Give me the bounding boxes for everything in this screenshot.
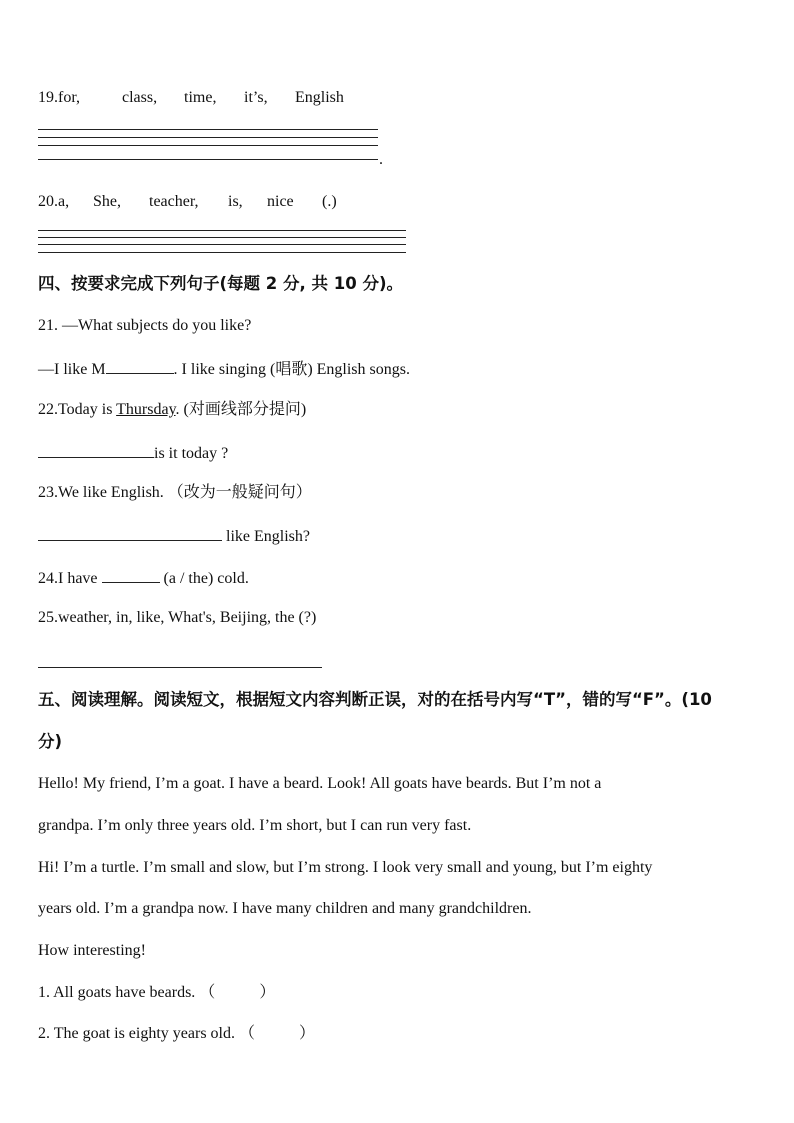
passage-line-2: grandpa. I’m only three years old. I’m short, but I can run very fast.	[38, 817, 472, 834]
q23-answer-line	[38, 525, 310, 547]
q20-answer-line-4[interactable]	[38, 252, 406, 253]
q24-blank[interactable]	[102, 567, 160, 583]
q22-suffix: . (对画线部分提问)	[175, 401, 307, 418]
passage-line-3: Hi! I’m a turtle. I’m small and slow, but I’m strong. I look very small and young, but I’m eighty	[38, 859, 653, 876]
q20-answer-line-2[interactable]	[38, 237, 406, 238]
q20-word-1: a,	[58, 193, 70, 210]
q22-answer-suffix: is it today ?	[154, 445, 229, 462]
reading-question-2-text: 2. The goat is eighty years old. （	[38, 1025, 256, 1042]
q20-words	[38, 192, 337, 212]
q19-answer-line-3[interactable]	[38, 145, 378, 146]
q19-answer-line-2[interactable]	[38, 137, 378, 138]
passage-line-1: Hello! My friend, I’m a goat. I have a beard. Look! All goats have beards. But I’m not a	[38, 775, 602, 792]
q21-answer-line	[38, 358, 410, 380]
section4-title: 四、按要求完成下列句子(每题 2 分, 共 10 分)。	[38, 274, 404, 293]
q19-word-5: English	[295, 89, 344, 106]
reading-question-2	[38, 1024, 315, 1044]
q20-number: 20.	[38, 193, 58, 210]
q20-word-3: teacher,	[149, 193, 199, 210]
reading-question-1-close: ）	[259, 984, 276, 1001]
reading-question-1	[38, 983, 275, 1003]
q21-blank[interactable]	[106, 358, 174, 374]
q22-underlined-word: Thursday	[116, 401, 176, 418]
passage-line-4: years old. I’m a grandpa now. I have many children and many grandchildren.	[38, 900, 532, 917]
q22-question	[38, 400, 306, 420]
passage-line-5: How interesting!	[38, 942, 146, 959]
q19-word-2: class,	[122, 89, 158, 106]
q19-end-mark: .	[379, 151, 383, 168]
q24-suffix: (a / the) cold.	[159, 570, 249, 587]
q19-words	[38, 88, 344, 108]
section5-title-continued: 分)	[38, 732, 63, 751]
q23-blank[interactable]	[38, 525, 222, 541]
q24-question	[38, 567, 249, 589]
q21-answer-suffix: . I like singing (唱歌) English songs.	[173, 361, 410, 378]
q21-answer-prefix: —I like M	[38, 361, 106, 378]
q21-question: 21. —What subjects do you like?	[38, 317, 252, 334]
q20-answer-line-3[interactable]	[38, 244, 406, 245]
q20-word-4: is,	[228, 193, 243, 210]
q24-prefix: 24.I have	[38, 570, 102, 587]
q20-answer-line-1[interactable]	[38, 230, 406, 231]
q19-word-3: time,	[184, 89, 217, 106]
q19-answer-line-1[interactable]	[38, 129, 378, 130]
reading-question-1-text: 1. All goats have beards. （	[38, 984, 216, 1001]
q20-word-6: (.)	[322, 193, 337, 210]
q20-word-5: nice	[267, 193, 294, 210]
reading-question-2-close: ）	[299, 1025, 316, 1042]
q22-prefix: 22.Today is	[38, 401, 117, 418]
q22-blank[interactable]	[38, 442, 154, 458]
q25-answer-line[interactable]	[38, 667, 322, 668]
q23-question: 23.We like English. （改为一般疑问句）	[38, 484, 312, 501]
q19-number: 19.	[38, 89, 58, 106]
section5-title: 五、阅读理解。阅读短文，根据短文内容判断正误，对的在括号内写“T”，错的写“F”。(10	[38, 690, 712, 709]
q19-word-4: it’s,	[244, 89, 268, 106]
q22-answer-line	[38, 442, 228, 464]
q19-answer-line-4[interactable]	[38, 159, 378, 160]
q20-word-2: She,	[93, 193, 121, 210]
q23-answer-suffix: like English?	[222, 528, 310, 545]
q25-question: 25.weather, in, like, What's, Beijing, the (?)	[38, 609, 317, 626]
q19-word-1: for,	[58, 89, 81, 106]
